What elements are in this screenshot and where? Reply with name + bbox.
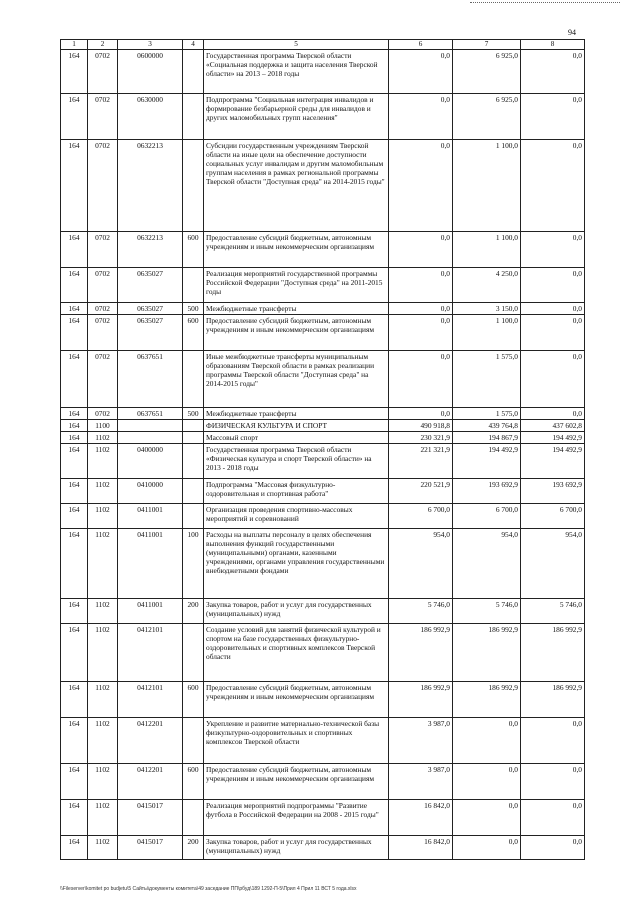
item-name-cell: Иные межбюджетные трансферты муниципальным образованиям Тверской области в рамках реализации программы Тверской области "Доступная среда" на 2014-2015 годы" bbox=[204, 351, 389, 408]
target-article-cell: 0632213 bbox=[118, 140, 183, 232]
amount-col8-cell: 0,0 bbox=[521, 303, 585, 315]
table-row bbox=[61, 599, 585, 624]
amount-col7-cell: 6 925,0 bbox=[453, 94, 521, 140]
section-code-cell: 0702 bbox=[88, 50, 118, 94]
section-code-cell: 0702 bbox=[88, 268, 118, 303]
expense-type-cell bbox=[183, 50, 204, 94]
target-article-cell: 0632213 bbox=[118, 232, 183, 268]
code-admin-cell: 164 bbox=[61, 529, 88, 599]
amount-col6-cell: 0,0 bbox=[389, 408, 453, 420]
item-name-cell: Предоставление субсидий бюджетным, автономным учреждениям и иным некоммерческим организациям bbox=[204, 315, 389, 351]
section-code-cell: 1102 bbox=[88, 599, 118, 624]
amount-col8-cell: 0,0 bbox=[521, 718, 585, 764]
code-admin-cell: 164 bbox=[61, 232, 88, 268]
item-name-cell: Закупка товаров, работ и услуг для государственных (муниципальных) нужд bbox=[204, 599, 389, 624]
item-name-cell: Межбюджетные трансферты bbox=[204, 408, 389, 420]
code-admin-cell: 164 bbox=[61, 444, 88, 479]
amount-col8-cell: 954,0 bbox=[521, 529, 585, 599]
item-name-cell: Подпрограмма "Социальная интеграция инвалидов и формирование безбарьерной среды для инвалидов и других маломобильных групп населения" bbox=[204, 94, 389, 140]
item-name-cell: Государственная программа Тверской области «Социальная поддержка и защита населения Тверской области» на 2013 – 2018 годы bbox=[204, 50, 389, 94]
target-article-cell: 0630000 bbox=[118, 94, 183, 140]
table-row bbox=[61, 764, 585, 800]
target-article-cell: 0412201 bbox=[118, 718, 183, 764]
table-row bbox=[61, 50, 585, 94]
section-code-cell: 1102 bbox=[88, 504, 118, 529]
amount-col7-cell: 6 925,0 bbox=[453, 50, 521, 94]
top-dotted-line bbox=[470, 2, 620, 4]
item-name-cell: Предоставление субсидий бюджетным, автономным учреждениям и иным некоммерческим организациям bbox=[204, 764, 389, 800]
amount-col6-cell: 0,0 bbox=[389, 50, 453, 94]
item-name-cell: ФИЗИЧЕСКАЯ КУЛЬТУРА И СПОРТ bbox=[204, 420, 389, 432]
amount-col8-cell: 0,0 bbox=[521, 94, 585, 140]
column-header-1: 1 bbox=[61, 40, 88, 50]
column-header-4: 4 bbox=[183, 40, 204, 50]
section-code-cell: 1102 bbox=[88, 529, 118, 599]
amount-col8-cell: 186 992,9 bbox=[521, 624, 585, 682]
amount-col7-cell: 0,0 bbox=[453, 718, 521, 764]
amount-col6-cell: 0,0 bbox=[389, 303, 453, 315]
amount-col8-cell: 0,0 bbox=[521, 140, 585, 232]
item-name-cell: Межбюджетные трансферты bbox=[204, 303, 389, 315]
code-admin-cell: 164 bbox=[61, 50, 88, 94]
section-code-cell: 1102 bbox=[88, 764, 118, 800]
code-admin-cell: 164 bbox=[61, 268, 88, 303]
target-article-cell: 0400000 bbox=[118, 444, 183, 479]
amount-col6-cell: 954,0 bbox=[389, 529, 453, 599]
expense-type-cell bbox=[183, 800, 204, 836]
section-code-cell: 0702 bbox=[88, 315, 118, 351]
amount-col7-cell: 4 250,0 bbox=[453, 268, 521, 303]
amount-col7-cell: 186 992,9 bbox=[453, 624, 521, 682]
item-name-cell: Реализация мероприятий государственной программы Российской Федерации "Доступная среда" на 2011-2015 годы bbox=[204, 268, 389, 303]
target-article-cell: 0637651 bbox=[118, 408, 183, 420]
code-admin-cell: 164 bbox=[61, 408, 88, 420]
code-admin-cell: 164 bbox=[61, 800, 88, 836]
amount-col7-cell: 1 575,0 bbox=[453, 408, 521, 420]
expense-type-cell bbox=[183, 479, 204, 504]
expense-type-cell: 600 bbox=[183, 764, 204, 800]
amount-col8-cell: 0,0 bbox=[521, 50, 585, 94]
section-code-cell: 0702 bbox=[88, 351, 118, 408]
section-code-cell: 0702 bbox=[88, 94, 118, 140]
amount-col7-cell: 1 100,0 bbox=[453, 140, 521, 232]
item-name-cell: Субсидии государственным учреждениям Тверской области на иные цели на обеспечение доступности социальных услуг инвалидам и другим маломобильным группам населения в рамках региональной программы Тверской области "Доступная среда" на 2014-2015 годы" bbox=[204, 140, 389, 232]
header-row bbox=[61, 40, 585, 50]
amount-col8-cell: 437 602,8 bbox=[521, 420, 585, 432]
amount-col6-cell: 221 321,9 bbox=[389, 444, 453, 479]
column-header-5: 5 bbox=[204, 40, 389, 50]
expense-type-cell: 600 bbox=[183, 232, 204, 268]
table-row bbox=[61, 268, 585, 303]
expense-type-cell: 100 bbox=[183, 529, 204, 599]
amount-col6-cell: 186 992,9 bbox=[389, 682, 453, 718]
amount-col6-cell: 0,0 bbox=[389, 140, 453, 232]
target-article-cell: 0412201 bbox=[118, 764, 183, 800]
expense-type-cell: 600 bbox=[183, 682, 204, 718]
section-code-cell: 1100 bbox=[88, 420, 118, 432]
item-name-cell: Организация проведения спортивно-массовых мероприятий и соревнований bbox=[204, 504, 389, 529]
expense-type-cell bbox=[183, 504, 204, 529]
section-code-cell: 1102 bbox=[88, 836, 118, 860]
section-code-cell: 0702 bbox=[88, 303, 118, 315]
file-path-footer: \\Fileserver\komitet po budjetu\5 Сайты\документы комитета\49 заседание ПП\рбуд\189 1292-П-5\Прил 4 Прил 11 ВСТ 5 года.xlsx bbox=[60, 886, 357, 892]
table-row bbox=[61, 479, 585, 504]
section-code-cell: 1102 bbox=[88, 624, 118, 682]
expense-type-cell: 500 bbox=[183, 303, 204, 315]
table-row bbox=[61, 836, 585, 860]
expense-type-cell bbox=[183, 351, 204, 408]
amount-col7-cell: 6 700,0 bbox=[453, 504, 521, 529]
amount-col6-cell: 186 992,9 bbox=[389, 624, 453, 682]
target-article-cell: 0411001 bbox=[118, 529, 183, 599]
amount-col8-cell: 0,0 bbox=[521, 764, 585, 800]
code-admin-cell: 164 bbox=[61, 718, 88, 764]
code-admin-cell: 164 bbox=[61, 682, 88, 718]
target-article-cell: 0637651 bbox=[118, 351, 183, 408]
amount-col7-cell: 1 100,0 bbox=[453, 232, 521, 268]
amount-col6-cell: 16 842,0 bbox=[389, 800, 453, 836]
amount-col6-cell: 230 321,9 bbox=[389, 432, 453, 444]
amount-col8-cell: 0,0 bbox=[521, 800, 585, 836]
amount-col8-cell: 0,0 bbox=[521, 351, 585, 408]
table-row bbox=[61, 682, 585, 718]
target-article-cell: 0411001 bbox=[118, 504, 183, 529]
target-article-cell: 0635027 bbox=[118, 303, 183, 315]
amount-col7-cell: 954,0 bbox=[453, 529, 521, 599]
amount-col7-cell: 0,0 bbox=[453, 836, 521, 860]
table-row bbox=[61, 420, 585, 432]
column-header-3: 3 bbox=[118, 40, 183, 50]
amount-col7-cell: 186 992,9 bbox=[453, 682, 521, 718]
section-code-cell: 1102 bbox=[88, 718, 118, 764]
target-article-cell bbox=[118, 432, 183, 444]
amount-col8-cell: 0,0 bbox=[521, 268, 585, 303]
column-header-6: 6 bbox=[389, 40, 453, 50]
code-admin-cell: 164 bbox=[61, 764, 88, 800]
column-header-8: 8 bbox=[521, 40, 585, 50]
section-code-cell: 0702 bbox=[88, 408, 118, 420]
table-row bbox=[61, 718, 585, 764]
table-row bbox=[61, 408, 585, 420]
amount-col8-cell: 0,0 bbox=[521, 408, 585, 420]
amount-col8-cell: 0,0 bbox=[521, 315, 585, 351]
expense-type-cell: 500 bbox=[183, 408, 204, 420]
target-article-cell: 0600000 bbox=[118, 50, 183, 94]
expense-type-cell bbox=[183, 268, 204, 303]
code-admin-cell: 164 bbox=[61, 303, 88, 315]
amount-col8-cell: 0,0 bbox=[521, 836, 585, 860]
table-row bbox=[61, 303, 585, 315]
item-name-cell: Укрепление и развитие материально-технической базы физкультурно-оздоровительных и спортивных комплексов Тверской области bbox=[204, 718, 389, 764]
item-name-cell: Создание условий для занятий физической культурой и спортом на базе государственных физкультурно-оздоровительных и спортивных комплексов Тверской области bbox=[204, 624, 389, 682]
table-row bbox=[61, 140, 585, 232]
amount-col7-cell: 194 867,9 bbox=[453, 432, 521, 444]
amount-col7-cell: 194 492,9 bbox=[453, 444, 521, 479]
expense-type-cell bbox=[183, 624, 204, 682]
target-article-cell: 0412101 bbox=[118, 682, 183, 718]
target-article-cell: 0412101 bbox=[118, 624, 183, 682]
section-code-cell: 1102 bbox=[88, 800, 118, 836]
target-article-cell: 0411001 bbox=[118, 599, 183, 624]
amount-col8-cell: 194 492,9 bbox=[521, 432, 585, 444]
code-admin-cell: 164 bbox=[61, 836, 88, 860]
amount-col6-cell: 220 521,9 bbox=[389, 479, 453, 504]
amount-col8-cell: 194 492,9 bbox=[521, 444, 585, 479]
section-code-cell: 1102 bbox=[88, 479, 118, 504]
amount-col8-cell: 0,0 bbox=[521, 232, 585, 268]
expense-type-cell bbox=[183, 420, 204, 432]
amount-col7-cell: 1 100,0 bbox=[453, 315, 521, 351]
code-admin-cell: 164 bbox=[61, 504, 88, 529]
expense-type-cell bbox=[183, 432, 204, 444]
code-admin-cell: 164 bbox=[61, 94, 88, 140]
budget-table bbox=[60, 39, 585, 860]
amount-col7-cell: 1 575,0 bbox=[453, 351, 521, 408]
amount-col6-cell: 0,0 bbox=[389, 268, 453, 303]
expense-type-cell bbox=[183, 140, 204, 232]
amount-col6-cell: 0,0 bbox=[389, 94, 453, 140]
item-name-cell: Предоставление субсидий бюджетным, автономным учреждениям и иным некоммерческим организациям bbox=[204, 682, 389, 718]
amount-col6-cell: 490 918,8 bbox=[389, 420, 453, 432]
amount-col8-cell: 5 746,0 bbox=[521, 599, 585, 624]
table-row bbox=[61, 444, 585, 479]
amount-col6-cell: 0,0 bbox=[389, 315, 453, 351]
section-code-cell: 1102 bbox=[88, 444, 118, 479]
table-body bbox=[61, 50, 585, 860]
table-row bbox=[61, 504, 585, 529]
amount-col7-cell: 439 764,8 bbox=[453, 420, 521, 432]
amount-col7-cell: 193 692,9 bbox=[453, 479, 521, 504]
code-admin-cell: 164 bbox=[61, 624, 88, 682]
section-code-cell: 0702 bbox=[88, 232, 118, 268]
item-name-cell: Подпрограмма "Массовая физкультурно-оздоровительная и спортивная работа" bbox=[204, 479, 389, 504]
table-row bbox=[61, 432, 585, 444]
amount-col8-cell: 186 992,9 bbox=[521, 682, 585, 718]
section-code-cell: 1102 bbox=[88, 682, 118, 718]
amount-col7-cell: 3 150,0 bbox=[453, 303, 521, 315]
section-code-cell: 1102 bbox=[88, 432, 118, 444]
table-row bbox=[61, 94, 585, 140]
item-name-cell: Предоставление субсидий бюджетным, автономным учреждениям и иным некоммерческим организациям bbox=[204, 232, 389, 268]
table-row bbox=[61, 800, 585, 836]
code-admin-cell: 164 bbox=[61, 351, 88, 408]
expense-type-cell: 200 bbox=[183, 599, 204, 624]
code-admin-cell: 164 bbox=[61, 432, 88, 444]
amount-col8-cell: 6 700,0 bbox=[521, 504, 585, 529]
item-name-cell: Закупка товаров, работ и услуг для государственных (муниципальных) нужд bbox=[204, 836, 389, 860]
code-admin-cell: 164 bbox=[61, 479, 88, 504]
code-admin-cell: 164 bbox=[61, 599, 88, 624]
table-row bbox=[61, 315, 585, 351]
expense-type-cell bbox=[183, 718, 204, 764]
amount-col6-cell: 3 987,0 bbox=[389, 764, 453, 800]
amount-col6-cell: 6 700,0 bbox=[389, 504, 453, 529]
column-header-2: 2 bbox=[88, 40, 118, 50]
table-row bbox=[61, 351, 585, 408]
amount-col7-cell: 5 746,0 bbox=[453, 599, 521, 624]
amount-col6-cell: 16 842,0 bbox=[389, 836, 453, 860]
amount-col8-cell: 193 692,9 bbox=[521, 479, 585, 504]
column-header-7: 7 bbox=[453, 40, 521, 50]
target-article-cell bbox=[118, 420, 183, 432]
expense-type-cell bbox=[183, 94, 204, 140]
item-name-cell: Массовый спорт bbox=[204, 432, 389, 444]
amount-col7-cell: 0,0 bbox=[453, 764, 521, 800]
target-article-cell: 0635027 bbox=[118, 268, 183, 303]
target-article-cell: 0635027 bbox=[118, 315, 183, 351]
table-row bbox=[61, 624, 585, 682]
amount-col6-cell: 0,0 bbox=[389, 232, 453, 268]
section-code-cell: 0702 bbox=[88, 140, 118, 232]
target-article-cell: 0415017 bbox=[118, 836, 183, 860]
table-row bbox=[61, 232, 585, 268]
amount-col6-cell: 3 987,0 bbox=[389, 718, 453, 764]
amount-col6-cell: 0,0 bbox=[389, 351, 453, 408]
item-name-cell: Реализация мероприятий подпрограммы "Развитие футбола в Российской Федерации на 2008 - 2015 годы" bbox=[204, 800, 389, 836]
target-article-cell: 0410000 bbox=[118, 479, 183, 504]
page-number: 94 bbox=[568, 28, 576, 37]
code-admin-cell: 164 bbox=[61, 140, 88, 232]
code-admin-cell: 164 bbox=[61, 420, 88, 432]
item-name-cell: Расходы на выплаты персоналу в целях обеспечения выполнения функций государственными (муниципальными) органами, казенными учреждениями, органами управления государственными внебюджетными фондами bbox=[204, 529, 389, 599]
expense-type-cell: 200 bbox=[183, 836, 204, 860]
amount-col6-cell: 5 746,0 bbox=[389, 599, 453, 624]
expense-type-cell bbox=[183, 444, 204, 479]
code-admin-cell: 164 bbox=[61, 315, 88, 351]
amount-col7-cell: 0,0 bbox=[453, 800, 521, 836]
table-row bbox=[61, 529, 585, 599]
expense-type-cell: 600 bbox=[183, 315, 204, 351]
target-article-cell: 0415017 bbox=[118, 800, 183, 836]
item-name-cell: Государственная программа Тверской области «Физическая культура и спорт Тверской области» на 2013 - 2018 годы bbox=[204, 444, 389, 479]
